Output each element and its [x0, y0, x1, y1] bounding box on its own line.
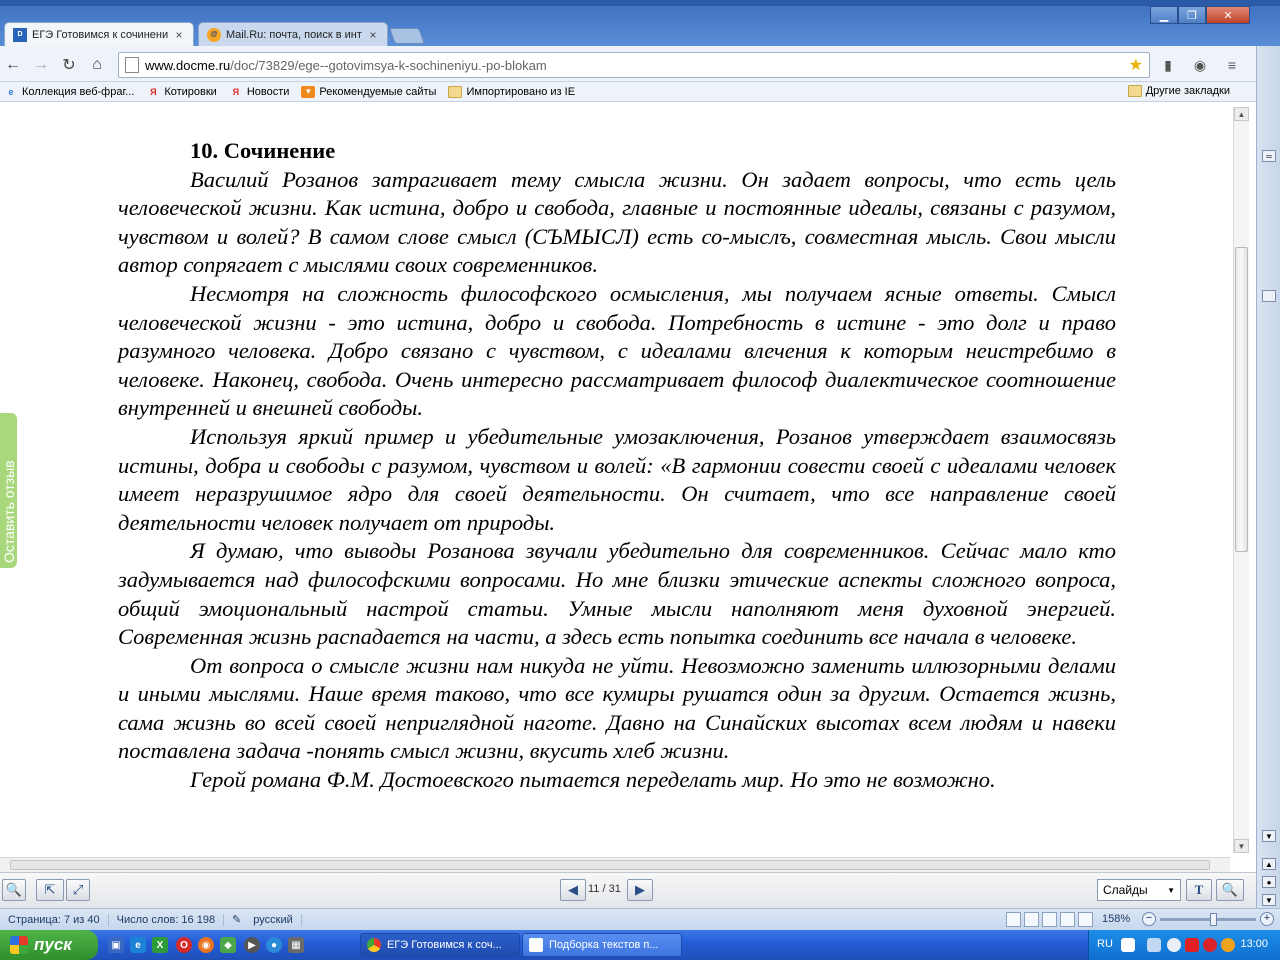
task-label: Подборка текстов п... — [549, 939, 659, 951]
bookmark-label: Коллекция веб-фраг... — [22, 85, 135, 98]
feedback-label: Оставить отзыв — [1, 460, 17, 563]
taskbar-item-chrome[interactable] — [360, 933, 520, 957]
globe-icon[interactable]: ● — [266, 937, 282, 953]
zoom-slider[interactable] — [1160, 918, 1256, 921]
calc-icon[interactable]: ▦ — [288, 937, 304, 953]
zoom-slider-knob[interactable] — [1210, 913, 1217, 926]
chrome-icon — [367, 938, 381, 952]
close-tab-icon[interactable]: × — [175, 27, 183, 42]
folder-icon — [1128, 85, 1142, 97]
fullscreen-icon[interactable]: ⤢ — [66, 879, 90, 901]
document-page — [118, 137, 1116, 795]
security-icon[interactable] — [1203, 938, 1217, 952]
paragraph: От вопроса о смысле жизни нам никуда не уйти. Невозможно заменить иллюзорными делами и иными мыслями. Наше время таково, что все кумиры рушатся один за другим. Остается жизнь, сама жизнь во всей своей неприглядной наготе. Давно на Синайских высотах всем людям и навеки поставлена задача -понять смысл жизни, вкусить хлеб жизни. — [118, 652, 1116, 764]
minimize-button[interactable]: ▁ — [1150, 6, 1178, 24]
arrow-icon[interactable] — [1167, 938, 1181, 952]
view-mode-value: Слайды — [1103, 883, 1148, 897]
horizontal-scrollbar[interactable] — [0, 857, 1230, 872]
bookmark-label: Новости — [246, 85, 290, 98]
help-icon[interactable] — [1121, 938, 1135, 952]
bookmark-label: Рекомендуемые сайты — [319, 85, 437, 98]
bookmark-label: Импортировано из IE — [466, 85, 576, 98]
address-bar[interactable] — [118, 52, 1150, 78]
zoom-level[interactable]: 158% — [1102, 913, 1131, 925]
bookmark-item[interactable] — [4, 86, 134, 98]
select-browse-icon[interactable]: ● — [1262, 876, 1276, 888]
paragraph: Несмотря на сложность философского осмысления, мы получаем ясные ответы. Смысл человеческой жизни - это истина, добро и свобода. Потребность в истине - это долг и право разумного человека. Добро связано с чувством, с идеалами влечения к которым неистребимо в человеке. Наконец, свобода. Очень интересно рассматривает философ диалектическое соотношение внутренней и внешней свободы. — [118, 280, 1116, 421]
yandex-icon: Я — [150, 86, 157, 97]
prev-page-button[interactable]: ◀ — [560, 879, 586, 901]
other-bookmarks[interactable] — [1128, 85, 1230, 97]
close-window-button[interactable]: ✕ — [1206, 6, 1250, 24]
bookmark-item[interactable] — [448, 86, 575, 98]
print-layout-icon[interactable] — [1006, 912, 1021, 927]
new-tab-button[interactable] — [389, 28, 425, 44]
app-icon[interactable]: ◆ — [220, 937, 236, 953]
page-indicator[interactable]: Страница: 7 из 40 — [0, 914, 109, 926]
select-tool-icon[interactable]: ⇱ — [36, 879, 64, 901]
windows-logo-icon — [10, 936, 28, 954]
antivirus-icon[interactable] — [1185, 938, 1199, 952]
back-button[interactable]: ← — [5, 56, 21, 73]
url-host: www.docme.ru — [145, 57, 231, 73]
yandex-icon: Я — [232, 86, 240, 97]
taskbar — [0, 930, 1280, 960]
home-button[interactable]: ⌂ — [92, 56, 102, 73]
bookmarks-bar — [0, 82, 1256, 102]
folder-icon — [448, 86, 462, 98]
bookmark-star-icon[interactable]: ★ — [1128, 57, 1143, 74]
chevron-down-icon: ▼ — [1167, 886, 1175, 895]
close-tab-icon[interactable]: × — [369, 27, 377, 42]
horizontal-scroll-thumb[interactable] — [10, 860, 1210, 870]
scroll-down-arrow-icon[interactable]: ▼ — [1234, 839, 1249, 853]
paragraph: Используя яркий пример и убедительные умозаключения, Розанов утверждает взаимосвязь истины, добра и свободы с разумом, чувством и волей: «В гармонии совести своей с идеалами человек имеет неразрушимое ядро для своей деятельности. Он считает, что все направление своей деятельности человек получает от природы. — [118, 423, 1116, 535]
vertical-scrollbar[interactable] — [1233, 107, 1249, 853]
tab-docme[interactable] — [4, 22, 194, 46]
search-icon[interactable]: 🔍 — [1216, 879, 1244, 901]
bookmark-item[interactable] — [146, 86, 217, 98]
word-icon — [529, 938, 543, 952]
tab-mailru[interactable] — [198, 22, 388, 46]
start-label: пуск — [34, 935, 72, 954]
draft-icon[interactable] — [1078, 912, 1093, 927]
paragraph: Я думаю, что выводы Розанова звучали убедительно для современников. Сейчас мало кто задумывается над философскими вопросами. Но мне близки этические аспекты сложного вопроса, общий эмоциональный настрой статьи. Умные мысли наполняют меня духовной энергией. Современная жизнь распадается на части, а здесь есть попытка соединить все начала в человеке. — [118, 538, 1116, 650]
firefox-icon[interactable]: ◉ — [198, 937, 214, 953]
forward-button[interactable]: → — [33, 56, 49, 73]
page-counter: 11 / 31 — [588, 883, 621, 895]
paragraph: Герой романа Ф.М. Достоевского пытается переделать мир. Но это не возможно. — [190, 767, 996, 793]
start-button[interactable] — [0, 930, 98, 960]
paragraph: Василий Розанов затрагивает тему смысла жизни. Он задает вопросы, что есть цель человеческой жизни. Как истина, добро и свобода, главные и постоянные идеалы, связаны с разумом, чувством и волей? В самом слове смысл (СЪМЫСЛ) есть со-мыслъ, совместная мысль. Свои мысли автор сопрягает с мыслями своих современников. — [118, 166, 1116, 278]
reload-button[interactable]: ↻ — [62, 57, 76, 74]
taskbar-item-word[interactable] — [522, 933, 682, 957]
desktop-icon[interactable]: ▣ — [108, 937, 124, 953]
stats-icon[interactable]: ▮ — [1164, 56, 1172, 73]
spellcheck-icon[interactable]: ✎ — [232, 914, 242, 926]
zoom-out-button[interactable]: − — [1142, 912, 1156, 926]
tab-title: Mail.Ru: почта, поиск в инт — [226, 28, 362, 41]
language-indicator[interactable]: RU — [1097, 938, 1113, 950]
mailru-icon: @ — [207, 28, 221, 42]
ie-icon: e — [8, 86, 14, 97]
extension-icon[interactable]: ◉ — [1193, 56, 1207, 73]
scroll-marker-icon — [1262, 290, 1276, 302]
scroll-thumb[interactable] — [1235, 247, 1248, 552]
maximize-button[interactable]: ❐ — [1178, 6, 1206, 24]
split-icon[interactable]: ═ — [1262, 150, 1276, 162]
scroll-down-icon[interactable]: ▼ — [1262, 830, 1276, 842]
web-layout-icon[interactable] — [1042, 912, 1057, 927]
clock: 13:00 — [1240, 938, 1268, 950]
word-status-bar — [0, 908, 1280, 930]
tab-title: ЕГЭ Готовимся к сочинени — [32, 28, 169, 41]
feedback-tab[interactable] — [0, 413, 17, 568]
right-edge-strip — [1256, 0, 1280, 930]
window-controls — [1150, 6, 1250, 24]
language-indicator[interactable]: русский — [245, 914, 301, 926]
update-icon[interactable] — [1221, 938, 1235, 952]
document-heading: 10. Сочинение — [190, 138, 336, 163]
page-icon — [125, 57, 139, 73]
zoom-in-button[interactable]: + — [1260, 912, 1274, 926]
system-tray — [1088, 930, 1280, 960]
store-icon: ▾ — [301, 86, 315, 98]
network-icon[interactable] — [1147, 938, 1161, 952]
text-tool-icon[interactable]: T — [1186, 879, 1212, 901]
title-bar-strip — [0, 0, 1280, 6]
opera-icon[interactable]: O — [176, 937, 192, 953]
bookmark-item[interactable] — [229, 86, 290, 98]
document-viewer[interactable] — [0, 103, 1256, 857]
ie-icon[interactable]: e — [130, 937, 146, 953]
word-count[interactable]: Число слов: 16 198 — [109, 914, 224, 926]
prev-page-icon[interactable]: ▲ — [1262, 858, 1276, 870]
task-label: ЕГЭ Готовимся к соч... — [387, 939, 502, 951]
media-icon[interactable]: ▶ — [244, 937, 260, 953]
zoom-icon[interactable]: 🔍 — [2, 879, 26, 901]
scroll-up-arrow-icon[interactable]: ▲ — [1234, 107, 1249, 121]
browser-tab-strip — [0, 0, 1280, 46]
reading-layout-icon[interactable] — [1024, 912, 1039, 927]
view-mode-select[interactable] — [1097, 879, 1181, 901]
next-page-icon[interactable]: ▼ — [1262, 894, 1276, 906]
bookmark-label: Котировки — [164, 85, 217, 98]
viewer-toolbar — [0, 872, 1256, 908]
excel-icon[interactable]: X — [152, 937, 168, 953]
next-page-button[interactable]: ▶ — [627, 879, 653, 901]
menu-icon[interactable]: ≡ — [1227, 57, 1237, 73]
bookmark-label: Другие закладки — [1145, 85, 1230, 97]
outline-icon[interactable] — [1060, 912, 1075, 927]
url-path: /doc/73829/ege--gotovimsya-k-sochineniyu.-po-blokam — [230, 57, 547, 73]
bookmark-item[interactable] — [301, 86, 436, 98]
browser-toolbar — [0, 46, 1256, 82]
docme-icon: D — [13, 28, 27, 42]
